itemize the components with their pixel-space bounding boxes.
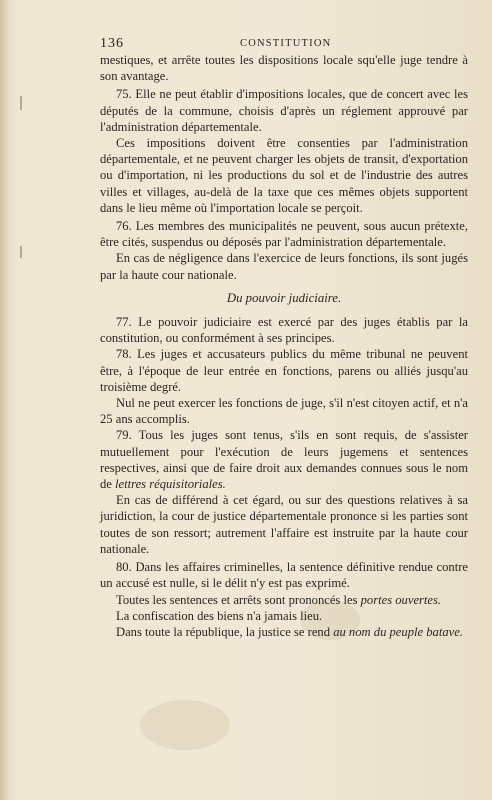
paragraph: Ces impositions doivent être consenties par l'administration départementale, et ne peuvent charger les objets de transit, d'exportation ou d'importation, ni les productions du sol et de l'industrie des autres villes et villages, au-delà de la taxe que ces mêmes objets supportent dans le lieu même où l'importation locale se perçoit. (100, 136, 468, 215)
running-head: CONSTITUTION (240, 38, 332, 49)
article-79-text: 79. Tous les juges sont tenus, s'ils en sont requis, de s'assister mutuellement pour l'exécution de leurs jugemens et sentences respectives, ainsi que de faire droit aux demandes connues sous le nom de (100, 428, 468, 492)
paragraph: Nul ne peut exercer les fonctions de juge, s'il n'est citoyen actif, et n'a 25 ans accomplis. (100, 396, 468, 427)
foxing-stain (140, 700, 230, 750)
paragraph (100, 592, 468, 608)
justice-text: Dans toute la république, la justice se rend (116, 624, 334, 639)
paragraph (100, 624, 468, 640)
sentences-italic: portes ouvertes. (360, 592, 442, 607)
paragraph: En cas de différend à cet égard, ou sur des questions relatives à sa juridiction, la cour de justice départementale prononce si les parties sont toutes de son ressort; autrement l'affaire est instruite par la haute cour nationale. (100, 493, 468, 556)
margin-mark (20, 96, 22, 110)
paragraph: En cas de négligence dans l'exercice de leurs fonctions, ils sont jugés par la haute cour nationale. (100, 251, 468, 282)
paragraph: mestiques, et arrête toutes les dispositions locale squ'elle juge tendre à son avantage. (100, 53, 468, 84)
article-78: 78. Les juges et accusateurs publics du même tribunal ne peuvent être, à l'époque de leur entrée en fonctions, parens ou alliés jusqu'au troisième degré. (100, 347, 468, 394)
article-79 (100, 427, 468, 492)
article-76: 76. Les membres des municipalités ne peuvent, sous aucun prétexte, être cités, suspendus ou déposés par l'administration départementale. (100, 219, 468, 250)
section-title (100, 290, 468, 306)
margin-mark (20, 246, 22, 258)
paragraph: La confiscation des biens n'a jamais lieu. (116, 608, 323, 623)
sentences-text: Toutes les sentences et arrêts sont prononcés les (116, 592, 361, 607)
page-binding-edge (0, 0, 8, 800)
justice-italic: au nom du peuple batave. (333, 624, 463, 639)
section-title-text: Du pouvoir judiciaire. (226, 290, 342, 305)
page-body (100, 52, 468, 640)
article-79-italic: lettres réquisitoriales. (115, 477, 226, 492)
article-75: 75. Elle ne peut établir d'impositions locales, que de concert avec les députés de la commune, choisis d'après un réglement approuvé par l'administration départementale. (100, 87, 468, 134)
page-number: 136 (100, 36, 124, 51)
article-80: 80. Dans les affaires criminelles, la sentence définitive rendue contre un accusé est nulle, si le délit n'y est pas exprimé. (100, 560, 468, 591)
article-77: 77. Le pouvoir judiciaire est exercé par des juges établis par la constitution, ou conformément à ses principes. (100, 315, 468, 346)
